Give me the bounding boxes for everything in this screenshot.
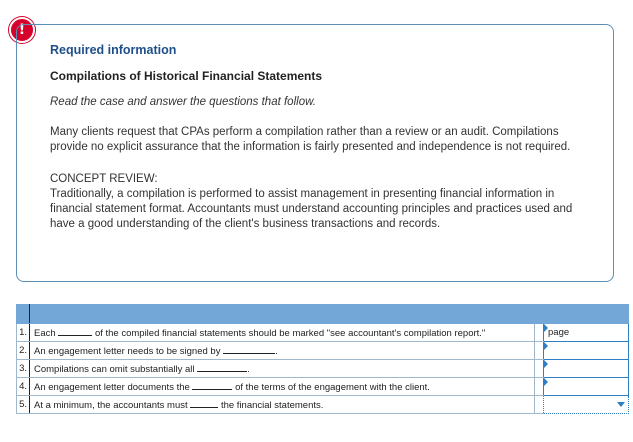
answer-input-2[interactable] — [544, 342, 629, 360]
question-statement — [30, 342, 535, 360]
table-row — [17, 360, 629, 378]
blank-line — [223, 345, 275, 354]
question-text-after: of the compiled financial statements should be marked "see accountant's compilation report." — [94, 327, 486, 339]
focus-marker-icon — [544, 324, 548, 332]
question-number: 4. — [17, 378, 30, 396]
table-header-row — [17, 305, 629, 324]
answer-value: page — [548, 327, 570, 338]
question-text-before: An engagement letter needs to be signed by — [34, 345, 221, 357]
answer-value — [544, 399, 548, 410]
concept-review-heading: CONCEPT REVIEW: — [50, 173, 158, 185]
focus-marker-icon — [544, 378, 548, 386]
question-statement — [30, 378, 535, 396]
question-number: 3. — [17, 360, 30, 378]
answer-input-4[interactable] — [544, 378, 629, 396]
required-information-title: Required information — [50, 43, 177, 57]
focus-marker-icon — [544, 360, 548, 368]
question-number: 5. — [17, 396, 30, 414]
question-statement — [30, 360, 535, 378]
table-row — [17, 396, 629, 414]
chevron-down-icon — [617, 402, 625, 407]
case-paragraph: Many clients request that CPAs perform a compilation rather than a review or an audit. Compilations provide no explicit assurance that the information is fairly presented and independence is not required. — [50, 126, 571, 153]
answer-dropdown-5[interactable] — [544, 396, 629, 414]
question-text-before: An engagement letter documents the — [34, 381, 190, 393]
answer-input-1[interactable] — [544, 324, 629, 342]
question-text-before: Each — [34, 327, 56, 339]
instructions-text: Read the case and answer the questions that follow. — [50, 96, 316, 108]
blank-line — [197, 363, 247, 372]
questions-table — [16, 304, 629, 414]
question-statement — [30, 396, 535, 414]
question-text-after: of the terms of the engagement with the client. — [235, 381, 430, 393]
answer-input-3[interactable] — [544, 360, 629, 378]
question-text-after: . — [247, 363, 250, 375]
table-row — [17, 342, 629, 360]
question-text-after: the financial statements. — [220, 399, 324, 411]
question-number: 1. — [17, 324, 30, 342]
question-statement — [30, 324, 535, 342]
question-text-before: Compilations can omit substantially all — [34, 363, 195, 375]
focus-marker-icon — [544, 342, 548, 350]
question-text-after: . — [275, 345, 278, 357]
alert-icon: ! — [9, 17, 35, 43]
required-information-panel — [16, 24, 614, 282]
blank-line — [190, 399, 218, 408]
case-title: Compilations of Historical Financial Statements — [50, 69, 323, 83]
blank-line — [192, 381, 232, 390]
concept-review-body: Traditionally, a compilation is performed to assist management in presenting financial information in financial statement format. Accountants must understand accounting principles and practices used and have a good understanding of the client's business transactions and records. — [50, 188, 573, 230]
question-number: 2. — [17, 342, 30, 360]
table-row — [17, 378, 629, 396]
question-text-before: At a minimum, the accountants must — [34, 399, 188, 411]
table-row — [17, 324, 629, 342]
blank-line — [58, 327, 92, 336]
